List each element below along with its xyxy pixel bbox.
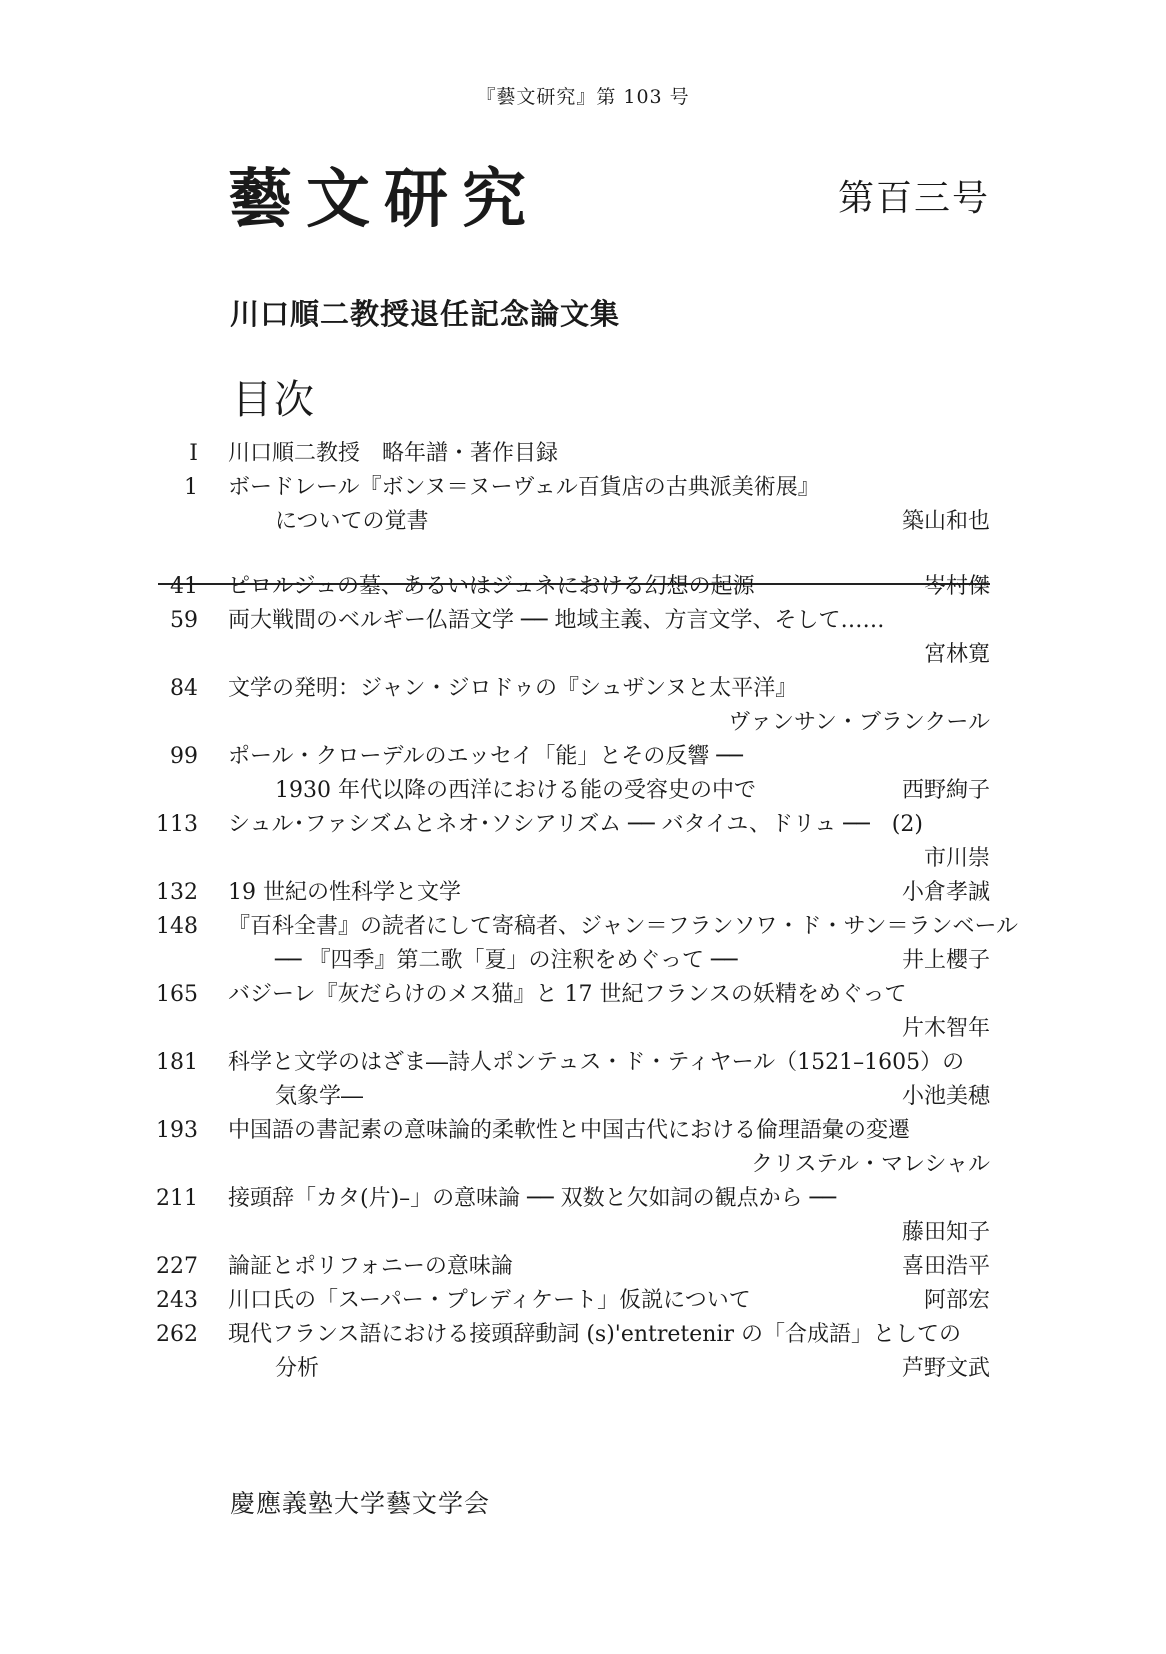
entry-author: 宮林寛	[923, 642, 990, 667]
toc-entry-continuation	[0, 638, 1166, 672]
volume-subtitle: 川口順二教授退任記念論文集	[230, 297, 621, 331]
toc-entry-continuation	[0, 1148, 1166, 1182]
entry-title: 現代フランス語における接頭辞動詞 (s)'entretenir の「合成語」としての	[228, 1322, 961, 1347]
entry-author: 井上櫻子	[901, 948, 990, 973]
toc-entry[interactable]	[0, 1284, 1166, 1318]
entry-title: 『百科全書』の読者にして寄稿者、ジャン＝フランソワ・ド・サン＝ランベール	[228, 914, 1019, 939]
page-number: 165	[156, 982, 198, 1007]
entry-title: 科学と文学のはざま―詩人ポンテュス・ド・ティヤール（1521–1605）の	[228, 1050, 965, 1075]
toc-entry[interactable]	[0, 978, 1166, 1012]
entry-title: 文学の発明：ジャン・ジロドゥの『シュザンヌと太平洋』	[228, 676, 798, 701]
toc-entry[interactable]	[0, 1318, 1166, 1352]
journal-title: 藝文研究	[228, 162, 540, 237]
entry-author: 小池美穂	[901, 1084, 990, 1109]
entry-author: 喜田浩平	[901, 1254, 990, 1279]
page-number: I	[189, 441, 198, 466]
toc-entry-continuation	[0, 1216, 1166, 1250]
page-number: 41	[170, 574, 198, 599]
toc-entry[interactable]	[0, 604, 1166, 638]
page-number: 262	[156, 1322, 198, 1347]
entry-title: 川口順二教授 略年譜・著作目録	[228, 441, 559, 466]
entry-author: 片木智年	[901, 1016, 990, 1041]
toc-entry[interactable]	[0, 808, 1166, 842]
toc-entry-continuation	[0, 944, 1166, 978]
entry-author: 西野絢子	[901, 778, 990, 803]
toc-entry-continuation	[0, 842, 1166, 876]
entry-title-line2: 気象学―	[275, 1084, 364, 1109]
toc-entry[interactable]	[0, 740, 1166, 774]
entry-title-line2: ── 『四季』第二歌「夏」の注釈をめぐって ──	[275, 948, 738, 973]
entry-author: 築山和也	[901, 509, 990, 534]
entry-author: クリステル・マレシャル	[750, 1152, 990, 1177]
toc-entry-continuation	[0, 774, 1166, 808]
entry-title-line2: 1930 年代以降の西洋における能の受容史の中で	[275, 778, 756, 803]
page-number: 132	[156, 880, 198, 905]
page-number: 193	[156, 1118, 198, 1143]
toc-entry-continuation	[0, 706, 1166, 740]
entry-title: ポール・クローデルのエッセイ「能」とその反響 ──	[228, 744, 743, 769]
entry-title-line2: についての覚書	[275, 509, 429, 534]
entry-title-line2: 分析	[275, 1356, 320, 1381]
toc-entry[interactable]	[0, 1114, 1166, 1148]
publisher: 慶應義塾大学藝文学会	[230, 1489, 491, 1518]
page-number: 59	[170, 608, 198, 633]
page-number: 148	[156, 914, 198, 939]
entry-title: ピロルジュの墓、あるいはジュネにおける幻想の起源	[228, 574, 755, 599]
entry-title: 中国語の書記素の意味論的柔軟性と中国古代における倫理語彙の変遷	[228, 1118, 911, 1143]
toc-entry-continuation	[0, 1352, 1166, 1386]
toc-entry-continuation	[0, 1012, 1166, 1046]
toc-entry[interactable]	[0, 437, 1166, 471]
toc-entry[interactable]	[0, 570, 1166, 604]
entry-author: 小倉孝誠	[901, 880, 990, 905]
entry-author: 岑村傑	[923, 574, 990, 599]
toc-entry[interactable]	[0, 1182, 1166, 1216]
page-number: 1	[184, 475, 198, 500]
toc-entry[interactable]	[0, 1046, 1166, 1080]
running-head: 『藝文研究』第 103 号	[476, 86, 690, 108]
toc-entry[interactable]	[0, 672, 1166, 706]
page-number: 211	[156, 1186, 198, 1211]
entry-title: ボードレール『ボンヌ＝ヌーヴェル百貨店の古典派美術展』	[228, 475, 820, 500]
page-number: 243	[156, 1288, 198, 1313]
entry-author: 藤田知子	[901, 1220, 990, 1245]
toc-entry[interactable]	[0, 910, 1166, 944]
entry-title: 論証とポリフォニーの意味論	[228, 1254, 513, 1279]
entry-title: 川口氏の「スーパー・プレディケート」仮説について	[228, 1288, 751, 1313]
issue-number: 第百三号	[837, 178, 990, 219]
entry-author: 市川崇	[923, 846, 990, 871]
entry-title: 両大戦間のベルギー仏語文学 ── 地域主義、方言文学、そして……	[228, 608, 885, 633]
toc-entry[interactable]	[0, 1250, 1166, 1284]
toc-entry[interactable]	[0, 876, 1166, 910]
entry-author: ヴァンサン・ブランクール	[728, 710, 990, 735]
entry-title: バジーレ『灰だらけのメス猫』と 17 世紀フランスの妖精をめぐって	[228, 982, 907, 1007]
entry-author: 芦野文武	[901, 1356, 990, 1381]
page-number: 99	[170, 744, 198, 769]
toc-entry[interactable]	[0, 471, 1166, 505]
entry-title: 接頭辞「カタ(片)–」の意味論 ── 双数と欠如詞の観点から ──	[228, 1186, 837, 1211]
page-number: 227	[156, 1254, 198, 1279]
entry-title: シュル･ファシズムとネオ･ソシアリズム ── バタイユ、ドリュ ── (2)	[228, 812, 923, 837]
entry-title: 19 世紀の性科学と文学	[228, 880, 461, 905]
contents-heading: 目次	[232, 377, 316, 423]
page-number: 113	[156, 812, 198, 837]
entry-author: 阿部宏	[923, 1288, 990, 1313]
toc-entry-continuation	[0, 505, 1166, 539]
toc-entry-continuation	[0, 1080, 1166, 1114]
page-number: 181	[156, 1050, 198, 1075]
page-number: 84	[170, 676, 198, 701]
